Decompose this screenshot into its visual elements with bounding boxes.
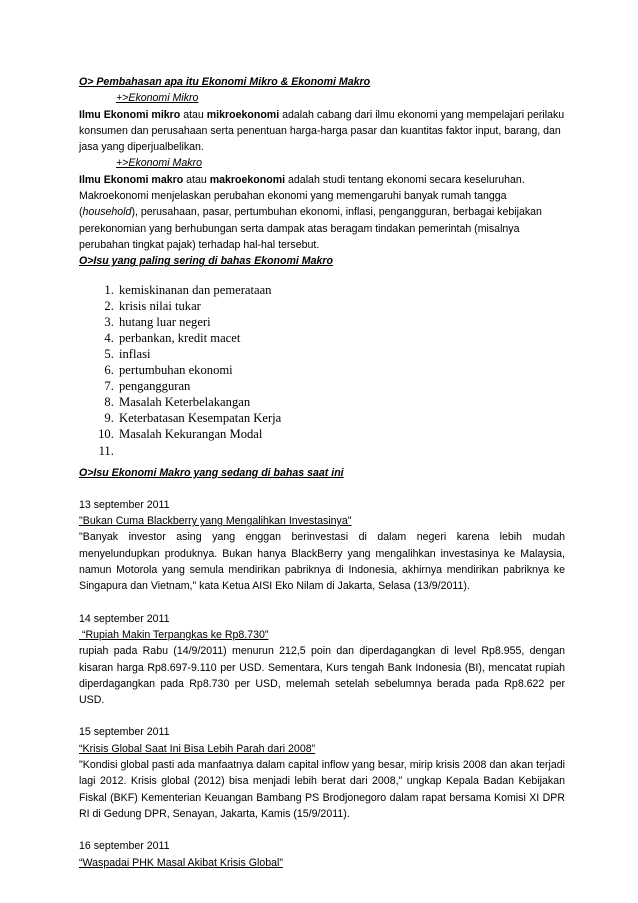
news-date: 13 september 2011 bbox=[79, 498, 170, 511]
text-atau: atau bbox=[180, 108, 207, 121]
text-makro-definition-cont: ), perusahaan, pasar, pertumbuhan ekonomi, inflasi, pengangguran, berbagai kebijakan perekonomian yang berhubungan serta dampak atas beragam tindakan pemerintah (misalnya perubahan tingkat pajak) terhadap hal-hal tersebut. bbox=[79, 206, 542, 251]
list-item: 4. perbankan, kredit macet bbox=[117, 330, 565, 346]
list-item: 5. inflasi bbox=[117, 346, 565, 362]
document-page bbox=[79, 74, 565, 871]
news-item bbox=[79, 497, 565, 595]
news-item bbox=[79, 724, 565, 822]
news-date: 14 september 2011 bbox=[79, 612, 170, 625]
list-item: 6. pertumbuhan ekonomi bbox=[117, 362, 565, 378]
list-item bbox=[117, 443, 565, 459]
term-makroekonomi: makroekonomi bbox=[209, 173, 286, 186]
news-body: rupiah pada Rabu (14/9/2011) menurun 212,5 poin dan diperdagangkan di level Rp8.955, dengan kisaran harga Rp8.697-9.110 per USD. Sementara, Kurs tengah Bank Indonesia (BI), mencatat rupiah diperdagangkan pada Rp8.730 per USD, melemah setelah sebelumnya berada pada Rp8.622 per USD. bbox=[79, 645, 565, 707]
text-atau: atau bbox=[183, 173, 210, 186]
term-household: household bbox=[82, 206, 132, 219]
paragraph-ekonomi-mikro bbox=[79, 107, 565, 156]
news-title: “Krisis Global Saat Ini Bisa Lebih Parah dari 2008” bbox=[79, 742, 316, 755]
news-title: "Bukan Cuma Blackberry yang Mengalihkan Investasinya" bbox=[79, 515, 352, 528]
text-mikro-definition: adalah cabang dari ilmu ekonomi yang mempelajari perilaku konsumen dan perusahaan serta penentuan harga-harga pasar dan kuantitas faktor input, barang, dan jasa yang diperjualbelikan. bbox=[79, 108, 565, 154]
list-item: 10. Masalah Kekurangan Modal bbox=[117, 426, 565, 442]
news-body: "Banyak investor asing yang enggan berinvestasi di dalam negeri karena lebih mudah menyelundupkan produknya. Bukan hanya BlackBerry yang mengalihkan investasinya ke Malaysia, namun Motorola yang semula mendirikan pabriknya di Indonesia, akhirnya mendirikan pabriknya ke Singapura dan Vietnam," kata Ketua AISI Eko Nilam di Jakarta, Selasa (13/9/2011). bbox=[79, 531, 565, 593]
news-title: “Rupiah Makin Terpangkas ke Rp8.730” bbox=[79, 628, 269, 641]
heading-definitions: O> Pembahasan apa itu Ekonomi Mikro & Ekonomi Makro bbox=[79, 76, 371, 88]
heading-issues: O>Isu yang paling sering di bahas Ekonomi Makro bbox=[79, 255, 334, 268]
heading-current-issues: O>Isu Ekonomi Makro yang sedang di bahas saat ini bbox=[79, 466, 344, 479]
news-body: "Kondisi global pasti ada manfaatnya dalam capital inflow yang besar, mirip krisis 2008 dan akan terjadi lagi 2012. Krisis global (2012) bisa menjadi lebih berat dari 2008," ungkap Kepala Badan Kebijakan Fiskal (BKF) Kementerian Keuangan Bambang PS Brodjonegoro dalam rapat bersama Komisi XI DPR RI di Gedung DPR, Senayan, Jakarta, Kamis (15/9/2011). bbox=[79, 759, 565, 820]
term-mikroekonomi: mikroekonomi bbox=[206, 108, 280, 121]
text-makro-definition: adalah studi tentang ekonomi secara keseluruhan. Makroekonomi menjelaskan perubahan ekonomi yang memengaruhi banyak rumah tangga ( bbox=[79, 173, 525, 219]
list-item: 1. kemiskinanan dan pemerataan bbox=[117, 282, 565, 298]
term-ilmu-ekonomi-mikro: Ilmu Ekonomi mikro bbox=[79, 108, 181, 121]
term-ilmu-ekonomi-makro: Ilmu Ekonomi makro bbox=[79, 173, 184, 186]
paragraph-ekonomi-makro bbox=[79, 172, 565, 253]
news-date: 15 september 2011 bbox=[79, 726, 170, 739]
list-item: 2. krisis nilai tukar bbox=[117, 298, 565, 314]
news-item bbox=[79, 611, 565, 709]
news-title: “Waspadai PHK Masal Akibat Krisis Global” bbox=[79, 856, 283, 869]
news-date: 16 september 2011 bbox=[79, 840, 170, 853]
list-item: 3. hutang luar negeri bbox=[117, 314, 565, 330]
list-item: 8. Masalah Keterbelakangan bbox=[117, 394, 565, 410]
news-item bbox=[79, 838, 565, 871]
subheading-ekonomi-makro: +>Ekonomi Makro bbox=[116, 157, 202, 170]
subheading-ekonomi-mikro: +>Ekonomi Mikro bbox=[116, 92, 199, 105]
list-item: 9. Keterbatasan Kesempatan Kerja bbox=[117, 410, 565, 426]
issues-list bbox=[79, 282, 565, 459]
list-item: 7. pengangguran bbox=[117, 378, 565, 394]
